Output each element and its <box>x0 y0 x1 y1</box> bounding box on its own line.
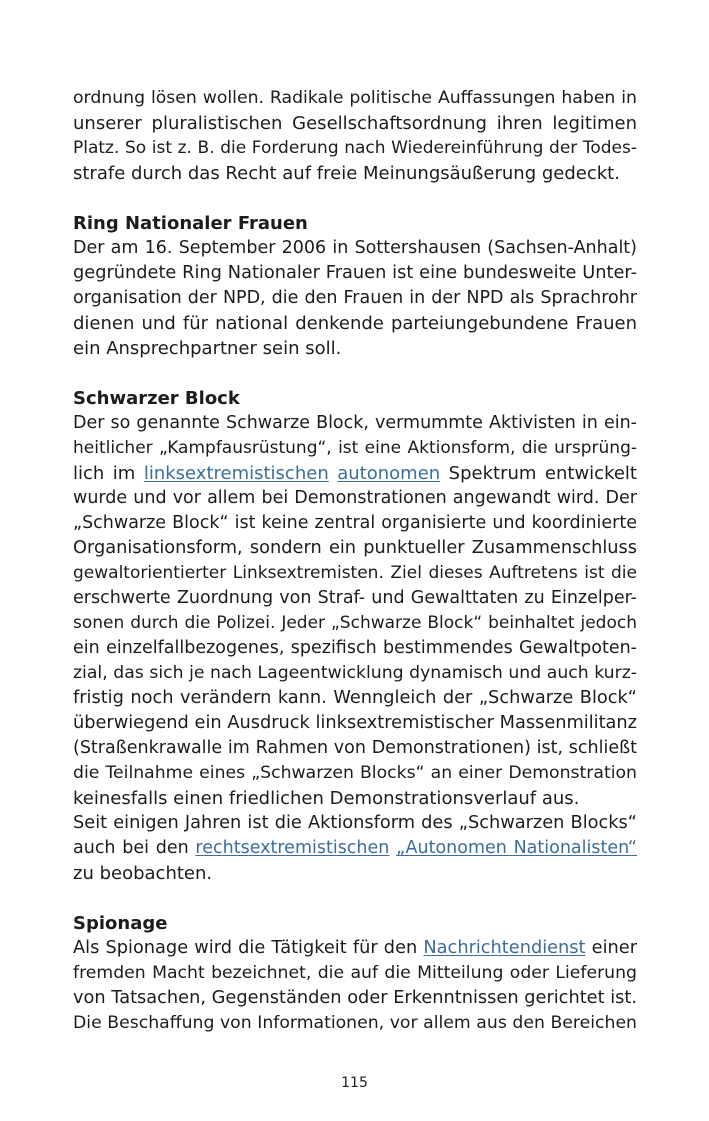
text-line: Der so genannte Schwarze Block, vermummte Aktivisten in ein- <box>73 413 637 433</box>
text-line: zial, das sich je nach Lageentwicklung dynamisch und auch kurz- <box>73 663 637 683</box>
section-heading: Spionage <box>73 913 168 934</box>
link-autonome-nationalisten[interactable]: „Autonomen Nationalisten“ <box>396 838 637 858</box>
text-line: ein einzelfallbezogenes, spezifisch bestimmendes Gewaltpoten- <box>73 638 637 658</box>
text-line-with-links <box>73 836 637 861</box>
text-line: die Teilnahme eines „Schwarzen Blocks“ an einer Demonstration <box>73 763 637 783</box>
text-line: Organisationsform, sondern ein punktueller Zusammenschluss <box>73 538 637 558</box>
text-line: fremden Macht bezeichnet, die auf die Mitteilung oder Lieferung <box>73 963 637 983</box>
intro-paragraph <box>73 86 637 186</box>
text-line: organisation der NPD, die den Frauen in der NPD als Sprachrohr <box>73 288 637 308</box>
section-spionage <box>73 911 637 1036</box>
text-line: Der am 16. September 2006 in Sottershausen (Sachsen-Anhalt) <box>73 238 637 258</box>
text-line: wurde und vor allem bei Demonstrationen angewandt wird. Der <box>73 488 637 508</box>
text-line: keinesfalls einen friedlichen Demonstrationsverlauf aus. <box>73 788 580 809</box>
text-line: Platz. So ist z. B. die Forderung nach Wiedereinführung der Todes- <box>73 138 637 158</box>
text-line: heitlicher „Kampfausrüstung“, ist eine Aktionsform, die ursprüng- <box>73 438 637 458</box>
text-fragment: Als Spionage wird die Tätigkeit für den <box>73 938 424 958</box>
paragraph-gap <box>73 186 637 211</box>
text-fragment: auch bei den <box>73 838 196 858</box>
text-line: ordnung lösen wollen. Radikale politische Auffassungen haben in <box>73 88 637 108</box>
text-line: „Schwarze Block“ ist keine zentral organisierte und koordinierte <box>73 513 637 533</box>
paragraph-gap <box>73 361 637 386</box>
text-line: gewaltorientierter Linksextremisten. Ziel dieses Auftretens ist die <box>73 563 637 583</box>
text-line: fristig noch verändern kann. Wenngleich der „Schwarze Block“ <box>73 688 637 708</box>
section-schwarzer-block <box>73 386 637 886</box>
text-line: zu beobachten. <box>73 863 213 884</box>
link-rechtsextremistischen[interactable]: rechtsextremistischen <box>195 838 390 858</box>
text-line: unserer pluralistischen Gesellschaftsordnung ihren legitimen <box>73 113 637 134</box>
page-number: 115 <box>341 1075 368 1091</box>
text-line-with-links <box>73 461 637 486</box>
text-fragment: einer <box>585 938 637 958</box>
page-body <box>73 86 637 1036</box>
section-heading: Ring Nationaler Frauen <box>73 213 308 234</box>
text-line: ein Ansprechpartner sein soll. <box>73 338 342 359</box>
section-ring-nationaler-frauen <box>73 211 637 361</box>
text-line: gegründete Ring Nationaler Frauen ist eine bundesweite Unter- <box>73 263 637 283</box>
text-line-with-links <box>73 936 637 961</box>
section-heading: Schwarzer Block <box>73 388 240 409</box>
text-line: erschwerte Zuordnung von Straf- und Gewalttaten zu Einzelper- <box>73 588 637 608</box>
text-line: überwiegend ein Ausdruck linksextremistischer Massenmilitanz <box>73 713 637 733</box>
text-line: von Tatsachen, Gegenständen oder Erkenntnissen gerichtet ist. <box>73 988 637 1008</box>
link-linksextremistischen[interactable]: linksextremistischen <box>143 463 329 484</box>
link-autonomen[interactable]: autonomen <box>337 463 441 484</box>
text-line: (Straßenkrawalle im Rahmen von Demonstrationen) ist, schließt <box>73 738 637 758</box>
text-line: strafe durch das Recht auf freie Meinungsäußerung gedeckt. <box>73 163 620 184</box>
text-fragment: lich im <box>73 463 144 484</box>
text-line: dienen und für national denkende parteiungebundene Frauen <box>73 313 637 334</box>
link-nachrichtendienst[interactable]: Nachrichtendienst <box>423 938 586 958</box>
text-fragment: Spektrum entwickelt <box>440 463 637 484</box>
paragraph-gap <box>73 886 637 911</box>
text-line: Die Beschaffung von Informationen, vor allem aus den Bereichen <box>73 1013 637 1033</box>
text-line: sonen durch die Polizei. Jeder „Schwarze Block“ beinhaltet jedoch <box>73 613 637 633</box>
text-line: Seit einigen Jahren ist die Aktionsform des „Schwarzen Blocks“ <box>73 813 637 833</box>
